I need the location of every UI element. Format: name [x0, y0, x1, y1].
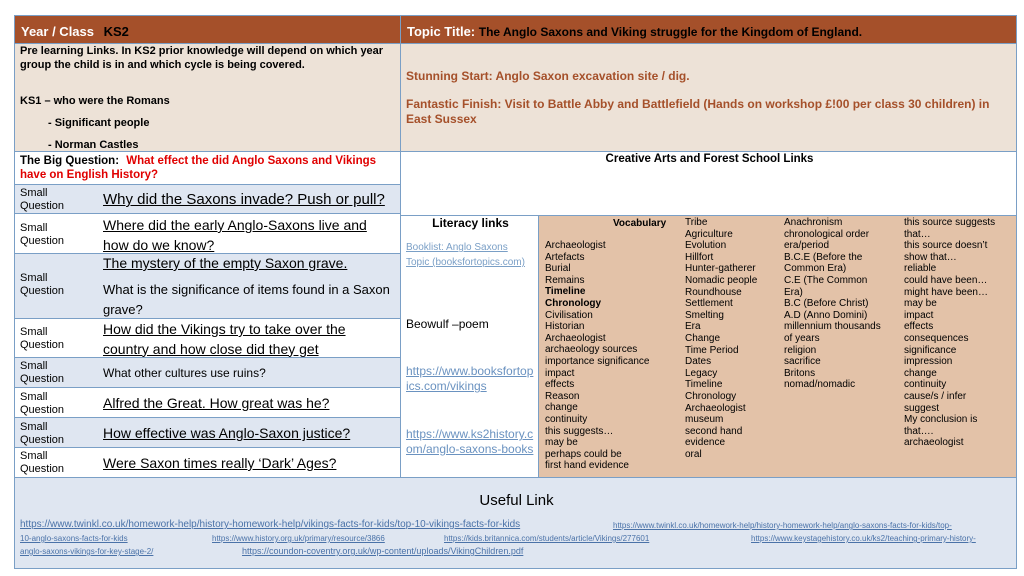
keystagehistory-link-cont[interactable]: anglo-saxons-vikings-for-key-stage-2/ [20, 547, 154, 556]
vocabulary-word: Nomadic people [685, 274, 758, 286]
vocabulary-word: effects [904, 321, 934, 333]
vocabulary-word: oral [685, 448, 702, 460]
twinkl-anglo-saxons-link[interactable]: https://www.twinkl.co.uk/homework-help/history-homework-help/anglo-saxons-facts-for-kids/top- [613, 521, 952, 530]
vocabulary-word: Common Era) [784, 263, 847, 275]
vocabulary-word: nomad/nomadic [784, 379, 856, 391]
topic-title-header [400, 15, 1017, 44]
vocabulary-word: continuity [545, 413, 588, 425]
coundon-link[interactable]: https://coundon-coventry.org.uk/wp-content/uploads/VikingChildren.pdf [242, 546, 524, 556]
vocabulary-word: archaeology sources [545, 344, 638, 356]
vocabulary-column-2 [685, 217, 781, 460]
small-question-text: Alfred the Great. How great was he? [103, 395, 330, 411]
vocabulary-word: Archaeologist [545, 240, 606, 251]
small-question-label: Small Question [20, 272, 65, 297]
topic-title-value: The Anglo Saxons and Viking struggle for the Kingdom of England. [478, 25, 863, 39]
small-question-text: The mystery of the empty Saxon grave. [103, 255, 348, 271]
vocabulary-word: that…. [904, 425, 934, 437]
vocabulary-word: My conclusion is [904, 414, 978, 426]
vocabulary-word: that… [904, 228, 931, 240]
literacy-links-title: Literacy links [432, 216, 509, 230]
table-row [14, 417, 401, 448]
vocabulary-word: Burial [545, 263, 571, 275]
topic-title-label: Topic Title: [407, 24, 476, 39]
beowulf-poem: Beowulf –poem [406, 317, 489, 331]
britannica-link[interactable]: https://kids.britannica.com/students/article/Vikings/277601 [444, 534, 650, 543]
creative-arts-title: Creative Arts and Forest School Links [605, 153, 814, 165]
vocabulary-word: change [904, 367, 937, 379]
vocabulary-word: era/period [784, 240, 830, 252]
year-class-label: Year / Class [21, 24, 94, 39]
vocabulary-panel [538, 215, 1017, 478]
vocabulary-word: Anachronism [784, 217, 843, 228]
vocabulary-word: Britons [784, 367, 816, 379]
twinkl-anglo-saxons-link-cont[interactable]: 10-anglo-saxons-facts-for-kids [20, 534, 128, 543]
pre-learning-ks1: KS1 – who were the Romans [20, 95, 170, 107]
small-questions-table [14, 184, 401, 478]
pre-learning-item-norman-castles: - Norman Castles [48, 139, 139, 151]
small-question-label: Small Question [20, 222, 65, 247]
vocabulary-word: B.C (Before Christ) [784, 298, 869, 310]
vocabulary-word: Agriculture [685, 228, 733, 240]
vocabulary-word: chronological order [784, 228, 870, 240]
keystagehistory-link[interactable]: https://www.keystagehistory.co.uk/ks2/teaching-primary-history- [751, 534, 976, 543]
small-question-text: Were Saxon times really ‘Dark’ Ages? [103, 455, 337, 471]
vocabulary-word: Artefacts [545, 251, 585, 263]
vocabulary-word: perhaps could be [545, 448, 622, 460]
vocabulary-column-1 [545, 240, 681, 472]
small-question-label: Small Question [20, 450, 65, 475]
vocabulary-word: may be [904, 298, 937, 310]
vocabulary-word: impression [904, 356, 953, 368]
literacy-links-panel [400, 215, 539, 478]
vocabulary-word: A.D (Anno Domini) [784, 309, 868, 321]
fantastic-finish: Fantastic Finish: Visit to Battle Abby and Battlefield (Hands on workshop £!00 per class 30 children) in East Sussex [406, 97, 990, 126]
vocabulary-title: Vocabulary [613, 218, 667, 229]
vocabulary-word: Hillfort [685, 251, 714, 263]
small-question-label: Small Question [20, 326, 65, 351]
vocabulary-word: impact [904, 309, 934, 321]
vocabulary-word: Archaeologist [545, 332, 606, 344]
table-row [14, 318, 401, 358]
vocabulary-word: could have been… [904, 274, 988, 286]
small-question-text: Why did the Saxons invade? Push or pull? [103, 191, 385, 208]
vocabulary-word: continuity [904, 379, 947, 391]
vocabulary-word: Timeline [685, 379, 723, 391]
vocabulary-word: Timeline [545, 286, 586, 298]
vocabulary-word: Settlement [685, 298, 733, 310]
small-question-label: Small Question [20, 187, 65, 212]
big-question-text: What effect the did Anglo Saxons and Vikings have on English History? [20, 155, 377, 181]
vocabulary-word: archaeologist [904, 437, 964, 449]
vocabulary-word: B.C.E (Before the [784, 251, 863, 263]
vocabulary-word: cause/s / infer [904, 390, 967, 402]
vocabulary-word: this suggests… [545, 425, 614, 437]
useful-link-title: Useful Link [479, 492, 554, 509]
small-question-label: Small Question [20, 421, 65, 446]
small-question-text: How effective was Anglo-Saxon justice? [103, 425, 351, 441]
vocabulary-word: Era) [784, 286, 803, 298]
vocabulary-word: Time Period [685, 344, 739, 356]
year-class-value: KS2 [103, 24, 129, 39]
vocabulary-word: Reason [545, 390, 580, 402]
vocabulary-word: Smelting [685, 309, 724, 321]
small-question-text: How did the Vikings try to take over the country and how close did they get [103, 321, 346, 357]
history-org-link[interactable]: https://www.history.org.uk/primary/resource/3866 [212, 534, 385, 543]
vocabulary-word: Historian [545, 321, 585, 333]
vocabulary-word: C.E (The Common [784, 274, 868, 286]
vocabulary-word: first hand evidence [545, 460, 629, 472]
ks2history-link[interactable]: https://www.ks2history.com/anglo-saxons-books [406, 427, 534, 456]
small-question-label: Small Question [20, 360, 65, 385]
vocabulary-word: museum [685, 414, 724, 426]
vocabulary-word: may be [545, 437, 578, 449]
vocabulary-word: show that… [904, 251, 957, 263]
vocabulary-word: second hand [685, 425, 743, 437]
vocabulary-word: Change [685, 332, 721, 344]
vocabulary-word: sacrifice [784, 356, 821, 368]
stunning-start: Stunning Start: Anglo Saxon excavation site / dig. [406, 69, 690, 83]
vocabulary-word: reliable [904, 263, 937, 275]
small-question-subtext: What is the significance of items found in a Saxon grave? [103, 282, 390, 317]
twinkl-vikings-link[interactable]: https://www.twinkl.co.uk/homework-help/history-homework-help/vikings-facts-for-kids/top-10-vikings-facts-for-kids [20, 519, 521, 530]
vocabulary-word: change [545, 402, 578, 414]
table-row [14, 357, 401, 388]
vocabulary-word: effects [545, 379, 575, 391]
booksfortopics-link[interactable]: https://www.booksfortopics.com/vikings [406, 364, 534, 393]
vocabulary-word: of years [784, 332, 820, 344]
year-class-header [14, 15, 401, 44]
vocabulary-word: suggest [904, 402, 940, 414]
vocabulary-word: impact [545, 367, 575, 379]
vocabulary-word: Tribe [685, 217, 708, 228]
vocabulary-word: Archaeologist [685, 402, 746, 414]
booklist-link[interactable]: Booklist: Anglo Saxons Topic (booksfortopics.com) [406, 242, 525, 268]
vocabulary-word: Hunter-gatherer [685, 263, 756, 275]
vocabulary-word: millennium thousands [784, 321, 881, 333]
vocabulary-word: evidence [685, 437, 726, 449]
pre-learning-item-significant-people: - Significant people [48, 117, 150, 129]
vocabulary-word: Roundhouse [685, 286, 742, 298]
pre-learning-panel [14, 43, 401, 152]
vocabulary-word: this source doesn’t [904, 240, 988, 252]
creative-arts-panel [400, 151, 1017, 216]
start-finish-panel [400, 43, 1017, 152]
vocabulary-word: Remains [545, 274, 585, 286]
vocabulary-word: this source suggests [904, 217, 996, 228]
small-question-text: What other cultures use ruins? [103, 366, 266, 380]
table-row [14, 387, 401, 418]
table-row [14, 184, 401, 214]
vocabulary-word: importance significance [545, 355, 650, 367]
vocabulary-word: Era [685, 321, 701, 333]
vocabulary-word: Dates [685, 356, 712, 368]
big-question-label: The Big Question: [20, 155, 120, 167]
vocabulary-word: significance [904, 344, 957, 356]
small-question-text: Where did the early Anglo-Saxons live and how do we know? [103, 217, 367, 253]
pre-learning-text: Pre learning Links. In KS2 prior knowledge will depend on which year group the child is in and which cycle is being covered. [20, 45, 384, 71]
useful-links-panel [14, 477, 1017, 569]
big-question-panel [14, 151, 401, 185]
vocabulary-word: Civilisation [545, 309, 593, 321]
table-row [14, 447, 401, 478]
table-row [14, 213, 401, 254]
vocabulary-word: Evolution [685, 240, 727, 252]
vocabulary-word: Legacy [685, 367, 718, 379]
vocabulary-word: religion [784, 344, 817, 356]
vocabulary-column-4 [904, 217, 1016, 449]
small-question-label: Small Question [20, 391, 65, 416]
vocabulary-word: Chronology [545, 297, 602, 309]
vocabulary-column-3 [784, 217, 904, 391]
vocabulary-word: Chronology [685, 390, 737, 402]
table-row [14, 253, 401, 319]
vocabulary-word: consequences [904, 332, 969, 344]
vocabulary-word: might have been… [904, 286, 988, 298]
